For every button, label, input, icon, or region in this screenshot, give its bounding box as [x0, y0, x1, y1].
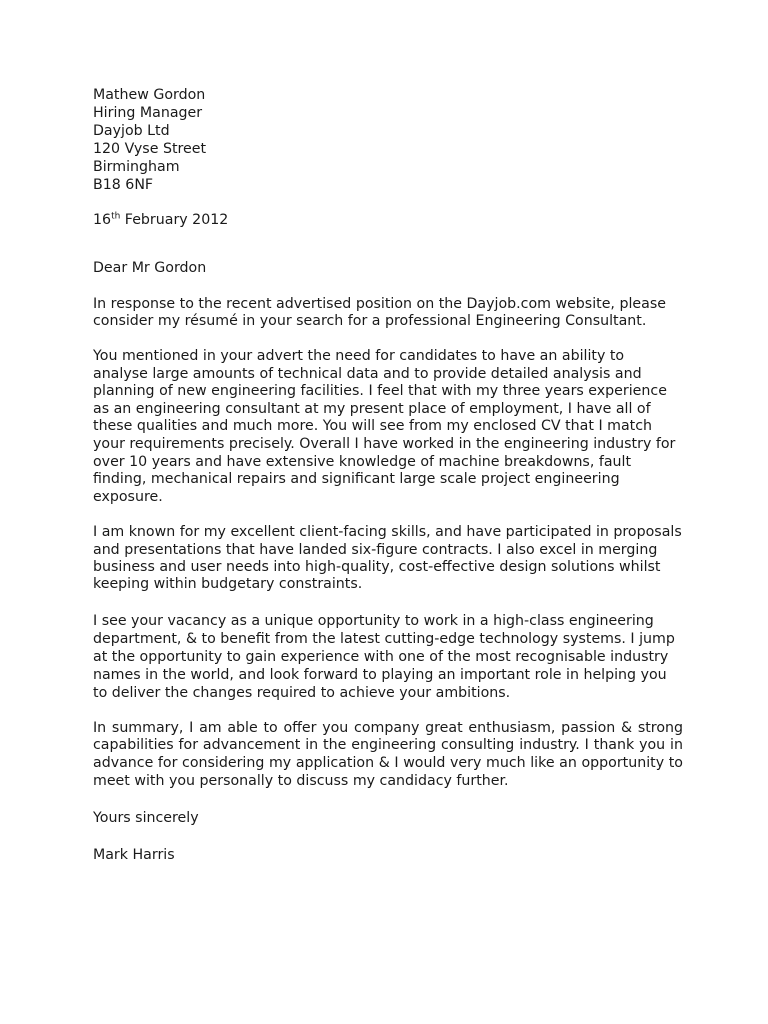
paragraph-skills: I am known for my excellent client-facing skills, and have participated in proposals and presentations that have landed six-figure contracts. I also excel in merging business and user needs into high-quality, cost-effective design solutions whilst keeping within budgetary constraints.	[93, 524, 682, 593]
date-rest: February 2012	[120, 212, 229, 228]
recipient-street: 120 Vyse Street	[93, 141, 207, 157]
recipient-city: Birmingham	[93, 159, 180, 175]
salutation: Dear Mr Gordon	[93, 260, 207, 276]
paragraph-intro: In response to the recent advertised position on the Dayjob.com website, please consider my résumé in your search for a professional Engineering Consultant.	[93, 296, 666, 329]
recipient-title: Hiring Manager	[93, 105, 203, 121]
date-day: 16	[93, 212, 112, 228]
signature-name: Mark Harris	[93, 846, 175, 863]
paragraph-opportunity: I see your vacancy as a unique opportunity to work in a high-class engineering department, & to benefit from the latest cutting-edge technology systems. I jump at the opportunity to gain experience with one of the most recognisable industry names in the world, and look forward to playing an important role in helping you to deliver the changes required to achieve your ambitions.	[93, 612, 675, 702]
paragraph-experience: You mentioned in your advert the need for candidates to have an ability to analyse large amounts of technical data and to provide detailed analysis and planning of new engineering facilities. I feel that with my three years experience as an engineering consultant at my present place of employment, I have all of these qualities and much more. You will see from my enclosed CV that I match your requirements precisely. Overall I have worked in the engineering industry for over 10 years and have extensive knowledge of machine breakdowns, fault finding, mechanical repairs and significant large scale project engineering exposure.	[93, 348, 676, 505]
closing: Yours sincerely	[93, 809, 199, 826]
recipient-company: Dayjob Ltd	[93, 123, 170, 139]
date-suffix: th	[111, 211, 121, 222]
letter-date	[93, 211, 683, 229]
recipient-address	[93, 86, 683, 194]
recipient-name: Mathew Gordon	[93, 87, 206, 103]
recipient-postcode: B18 6NF	[93, 177, 154, 193]
cover-letter	[93, 86, 683, 864]
paragraph-summary: In summary, I am able to offer you company great enthusiasm, passion & strong capabilities for advancement in the engineering consulting industry. I thank you in advance for considering my application & I would very much like an opportunity to meet with you personally to discuss my candidacy further.	[93, 719, 683, 789]
